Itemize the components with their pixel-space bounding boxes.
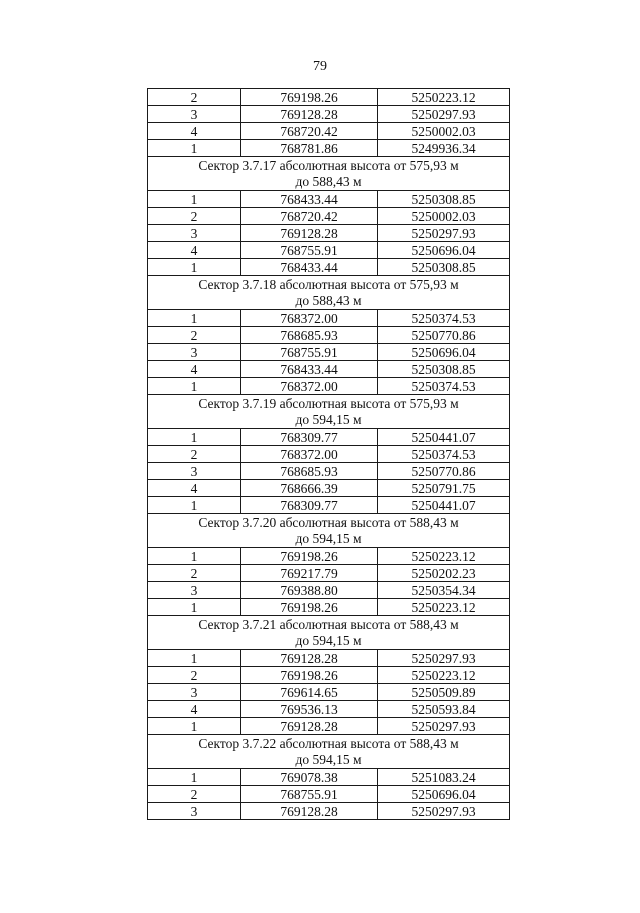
sector-title: Сектор 3.7.19 абсолютная высота от 575,93 м	[198, 395, 459, 411]
point-number-cell: 2	[148, 89, 241, 106]
y-coordinate-cell: 5250308.85	[378, 361, 510, 378]
y-coordinate-cell: 5250297.93	[378, 718, 510, 735]
table-row	[148, 191, 510, 208]
sector-header-row	[148, 616, 510, 650]
x-coordinate-cell: 769198.26	[241, 548, 378, 565]
sector-header-row	[148, 157, 510, 191]
point-number-cell: 3	[148, 684, 241, 701]
table-row	[148, 701, 510, 718]
point-number-cell: 1	[148, 310, 241, 327]
point-number-cell: 1	[148, 140, 241, 157]
y-coordinate-cell: 5250374.53	[378, 310, 510, 327]
point-number-cell: 1	[148, 718, 241, 735]
x-coordinate-cell: 768685.93	[241, 463, 378, 480]
table-row	[148, 327, 510, 344]
x-coordinate-cell: 769128.28	[241, 718, 378, 735]
x-coordinate-cell: 768720.42	[241, 123, 378, 140]
point-number-cell: 2	[148, 786, 241, 803]
point-number-cell: 1	[148, 191, 241, 208]
point-number-cell: 1	[148, 650, 241, 667]
point-number-cell: 1	[148, 259, 241, 276]
table-row	[148, 718, 510, 735]
table-row	[148, 225, 510, 242]
x-coordinate-cell: 768720.42	[241, 208, 378, 225]
x-coordinate-cell: 769128.28	[241, 803, 378, 820]
y-coordinate-cell: 5250297.93	[378, 650, 510, 667]
y-coordinate-cell: 5250374.53	[378, 446, 510, 463]
sector-height-limit: до 594,15 м	[295, 751, 362, 767]
point-number-cell: 4	[148, 361, 241, 378]
table-row	[148, 769, 510, 786]
table-row	[148, 446, 510, 463]
y-coordinate-cell: 5250593.84	[378, 701, 510, 718]
sector-height-limit: до 594,15 м	[295, 632, 362, 648]
table-row	[148, 650, 510, 667]
x-coordinate-cell: 768433.44	[241, 361, 378, 378]
sector-title: Сектор 3.7.22 абсолютная высота от 588,43 м	[198, 735, 459, 751]
table-row	[148, 667, 510, 684]
y-coordinate-cell: 5250441.07	[378, 497, 510, 514]
x-coordinate-cell: 768372.00	[241, 446, 378, 463]
table-row	[148, 106, 510, 123]
table-row	[148, 242, 510, 259]
x-coordinate-cell: 768309.77	[241, 429, 378, 446]
y-coordinate-cell: 5249936.34	[378, 140, 510, 157]
sector-header-row	[148, 514, 510, 548]
table-row	[148, 429, 510, 446]
table-row	[148, 548, 510, 565]
table-row	[148, 582, 510, 599]
point-number-cell: 2	[148, 667, 241, 684]
x-coordinate-cell: 768755.91	[241, 786, 378, 803]
table-row	[148, 89, 510, 106]
x-coordinate-cell: 769128.28	[241, 106, 378, 123]
point-number-cell: 3	[148, 803, 241, 820]
sector-header-row	[148, 735, 510, 769]
table-row	[148, 497, 510, 514]
y-coordinate-cell: 5250770.86	[378, 327, 510, 344]
sector-title: Сектор 3.7.18 абсолютная высота от 575,93 м	[198, 276, 459, 292]
y-coordinate-cell: 5250374.53	[378, 378, 510, 395]
x-coordinate-cell: 768433.44	[241, 191, 378, 208]
y-coordinate-cell: 5250308.85	[378, 191, 510, 208]
point-number-cell: 4	[148, 480, 241, 497]
table-row	[148, 310, 510, 327]
point-number-cell: 1	[148, 769, 241, 786]
x-coordinate-cell: 769198.26	[241, 89, 378, 106]
y-coordinate-cell: 5250509.89	[378, 684, 510, 701]
coordinates-table-body	[148, 89, 510, 820]
table-row	[148, 463, 510, 480]
sector-header	[148, 276, 510, 310]
x-coordinate-cell: 769128.28	[241, 225, 378, 242]
table-row	[148, 259, 510, 276]
sector-height-limit: до 594,15 м	[295, 411, 362, 427]
x-coordinate-cell: 769614.65	[241, 684, 378, 701]
sector-header-row	[148, 395, 510, 429]
x-coordinate-cell: 768372.00	[241, 310, 378, 327]
x-coordinate-cell: 768755.91	[241, 344, 378, 361]
sector-title: Сектор 3.7.21 абсолютная высота от 588,43 м	[198, 616, 459, 632]
y-coordinate-cell: 5250223.12	[378, 667, 510, 684]
x-coordinate-cell: 769078.38	[241, 769, 378, 786]
table-row	[148, 565, 510, 582]
coordinates-table	[147, 88, 510, 820]
table-row	[148, 803, 510, 820]
sector-header	[148, 735, 510, 769]
point-number-cell: 4	[148, 701, 241, 718]
x-coordinate-cell: 768755.91	[241, 242, 378, 259]
x-coordinate-cell: 769217.79	[241, 565, 378, 582]
sector-title: Сектор 3.7.17 абсолютная высота от 575,93 м	[198, 157, 459, 173]
point-number-cell: 4	[148, 123, 241, 140]
y-coordinate-cell: 5250223.12	[378, 599, 510, 616]
y-coordinate-cell: 5250297.93	[378, 803, 510, 820]
x-coordinate-cell: 769388.80	[241, 582, 378, 599]
table-row	[148, 361, 510, 378]
y-coordinate-cell: 5250297.93	[378, 225, 510, 242]
y-coordinate-cell: 5251083.24	[378, 769, 510, 786]
page-number: 79	[313, 59, 327, 74]
y-coordinate-cell: 5250002.03	[378, 208, 510, 225]
sector-height-limit: до 594,15 м	[295, 530, 362, 546]
x-coordinate-cell: 768666.39	[241, 480, 378, 497]
point-number-cell: 1	[148, 497, 241, 514]
sector-title: Сектор 3.7.20 абсолютная высота от 588,43 м	[198, 514, 459, 530]
table-row	[148, 684, 510, 701]
point-number-cell: 1	[148, 599, 241, 616]
y-coordinate-cell: 5250696.04	[378, 344, 510, 361]
point-number-cell: 4	[148, 242, 241, 259]
point-number-cell: 1	[148, 378, 241, 395]
table-row	[148, 786, 510, 803]
sector-header	[148, 157, 510, 191]
y-coordinate-cell: 5250223.12	[378, 89, 510, 106]
sector-height-limit: до 588,43 м	[295, 292, 362, 308]
x-coordinate-cell: 769198.26	[241, 599, 378, 616]
sector-header	[148, 514, 510, 548]
point-number-cell: 3	[148, 344, 241, 361]
point-number-cell: 1	[148, 429, 241, 446]
sector-header-row	[148, 276, 510, 310]
table-row	[148, 123, 510, 140]
point-number-cell: 2	[148, 208, 241, 225]
y-coordinate-cell: 5250308.85	[378, 259, 510, 276]
sector-height-limit: до 588,43 м	[295, 173, 362, 189]
table-row	[148, 140, 510, 157]
point-number-cell: 3	[148, 225, 241, 242]
table-row	[148, 378, 510, 395]
point-number-cell: 2	[148, 446, 241, 463]
x-coordinate-cell: 768309.77	[241, 497, 378, 514]
sector-header	[148, 395, 510, 429]
point-number-cell: 2	[148, 565, 241, 582]
x-coordinate-cell: 768372.00	[241, 378, 378, 395]
y-coordinate-cell: 5250202.23	[378, 565, 510, 582]
x-coordinate-cell: 768433.44	[241, 259, 378, 276]
x-coordinate-cell: 769128.28	[241, 650, 378, 667]
y-coordinate-cell: 5250297.93	[378, 106, 510, 123]
x-coordinate-cell: 768685.93	[241, 327, 378, 344]
y-coordinate-cell: 5250791.75	[378, 480, 510, 497]
x-coordinate-cell: 769536.13	[241, 701, 378, 718]
y-coordinate-cell: 5250441.07	[378, 429, 510, 446]
table-row	[148, 599, 510, 616]
point-number-cell: 3	[148, 106, 241, 123]
table-row	[148, 480, 510, 497]
point-number-cell: 3	[148, 463, 241, 480]
y-coordinate-cell: 5250002.03	[378, 123, 510, 140]
point-number-cell: 3	[148, 582, 241, 599]
sector-header	[148, 616, 510, 650]
point-number-cell: 2	[148, 327, 241, 344]
y-coordinate-cell: 5250770.86	[378, 463, 510, 480]
table-row	[148, 344, 510, 361]
x-coordinate-cell: 769198.26	[241, 667, 378, 684]
y-coordinate-cell: 5250696.04	[378, 786, 510, 803]
table-row	[148, 208, 510, 225]
x-coordinate-cell: 768781.86	[241, 140, 378, 157]
y-coordinate-cell: 5250223.12	[378, 548, 510, 565]
point-number-cell: 1	[148, 548, 241, 565]
y-coordinate-cell: 5250354.34	[378, 582, 510, 599]
y-coordinate-cell: 5250696.04	[378, 242, 510, 259]
